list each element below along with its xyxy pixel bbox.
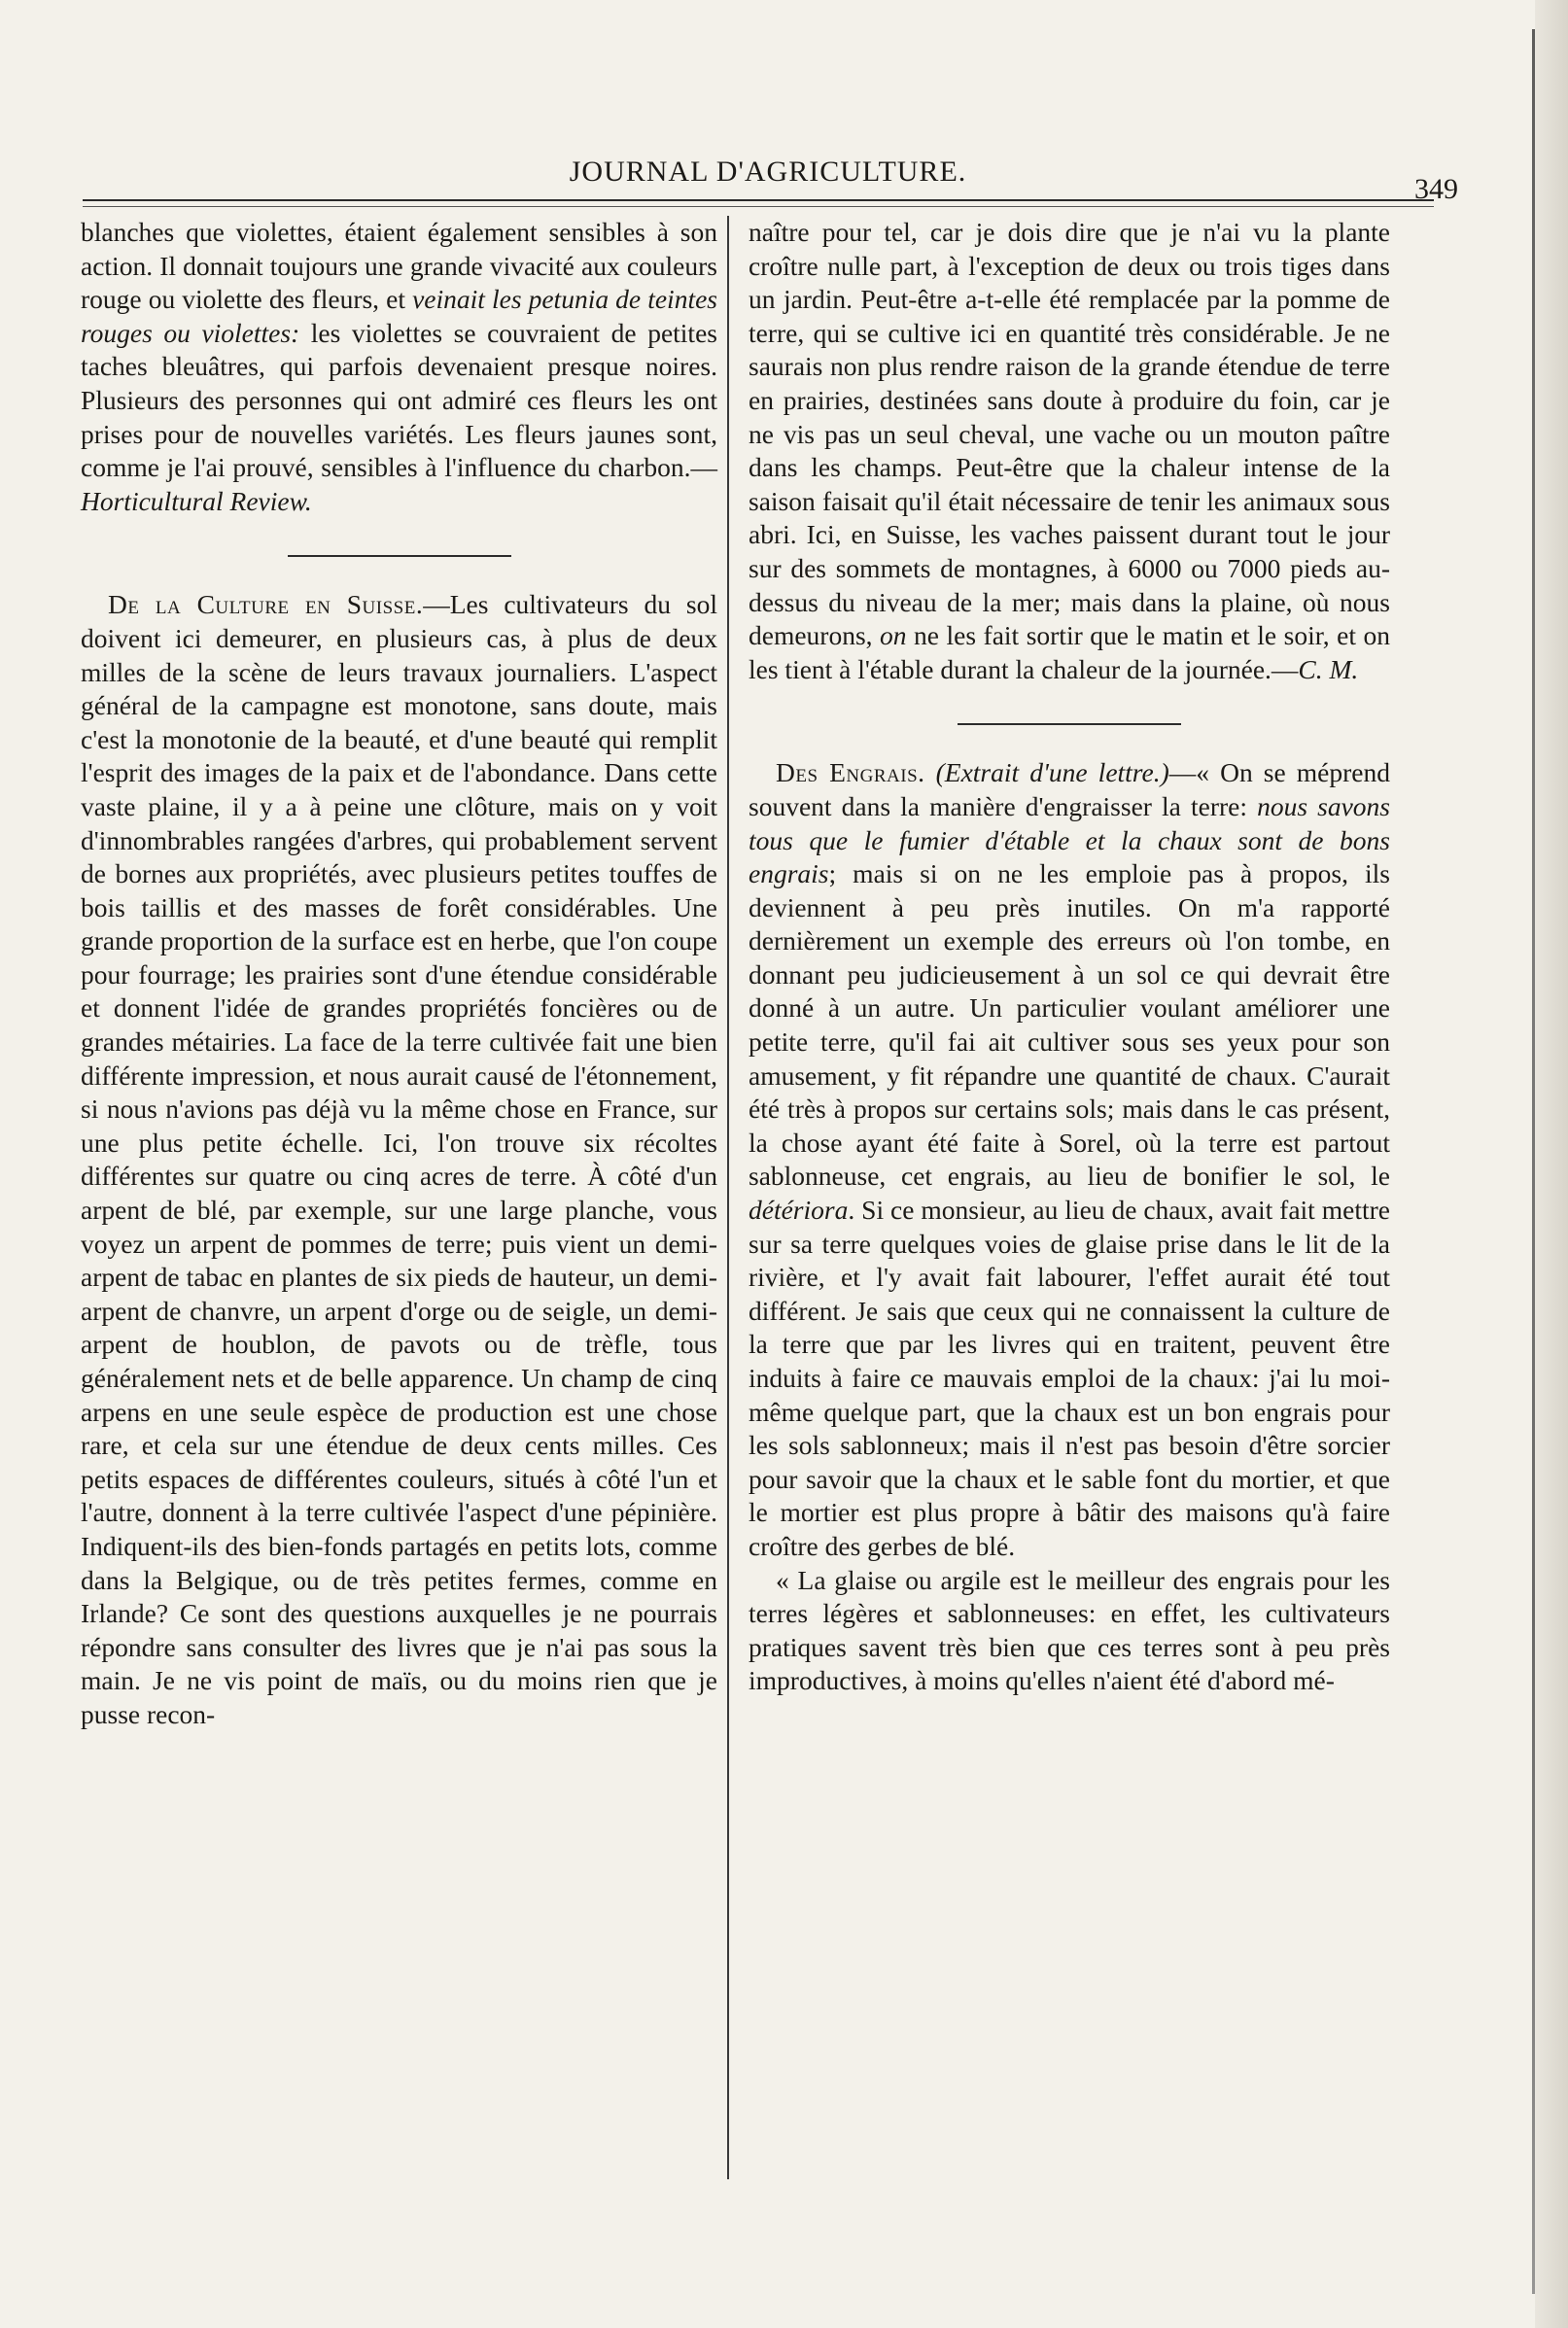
text-run: ; mais si on ne les emploie pas à propos, ils deviennent à peu près inutiles. On m'a rapporté dernièrement un exemple des erreurs où l'on tombe, en donnant peu judicieusement à un sol ce qui devrait être donné à un autre. Un particulier voulant améliorer une petite terre, qu'il fai ait cultiver sous ses yeux pour son amusement, y fit répandre une quantité de chaux. C'aurait été très à propos sur certains sols; mais dans le cas présent, la chose ayant été faite à Sorel, où la terre est partout sablonneuse, cet engrais, au lieu de bonifier le sol, le <box>749 858 1390 1192</box>
running-title: JOURNAL D'AGRICULTURE. <box>569 156 967 188</box>
text-run: naître pour tel, car je dois dire que je n'ai vu la plante croître nulle part, à l'exception de deux ou trois tiges dans un jardin. Peut-être a-t-elle été remplacée par la pomme de terre, qui se cultive ici en quantité très considérable. Je ne saurais non plus rendre raison de la grande étendue de terre en prairies, destinées sans doute à produire du foin, car je ne vis pas un seul cheval, une vache ou un mouton paître dans les champs. Peut-être que la chaleur intense de la saison faisait qu'il était nécessaire de tenir les animaux sous abri. Ici, en Suisse, les vaches paissent durant tout le jour sur des sommets de montagnes, à 6000 ou 7000 pieds au-dessus du niveau de la mer; mais dans la plaine, où nous demeurons, <box>749 217 1390 651</box>
article-culture-suisse-cont <box>749 216 1390 686</box>
article-engrais-p2: « La glaise ou argile est le meilleur des engrais pour les terres légères et sablonneuses: en effet, les cultivateurs pratiques savent très bien que ces terres sont à peu près improductives, à moins qu'elles n'aient été d'abord mé- <box>749 1564 1390 1696</box>
source-citation: Horticultural Review. <box>81 485 312 516</box>
italic-run: détériora <box>749 1195 849 1226</box>
left-column <box>81 216 717 1732</box>
text-run: ne les fait sortir que le matin et le soir, et on les tient à l'étable durant la chaleur de la journée.— <box>749 620 1390 684</box>
binding-edge-line <box>1532 29 1535 2294</box>
text-run: —Les cultivateurs du sol doivent ici demeurer, en plusieurs cas, à plus de deux milles de la scène de leurs travaux journaliers. L'aspect général de la campagne est monotone, sans doute, mais c'est la monotonie de la beauté, et d'une beauté qui remplit l'esprit des images de la paix et de l'abondance. Dans cette vaste plaine, il y a à peine une clôture, mais on y voit d'innombrables rangées d'arbres, qui probablement servent de bornes aux propriétés, avec plusieurs petites touffes de bois taillis et des masses de forêt considérables. Une grande proportion de la surface est en herbe, que l'on coupe pour fourrage; les prairies sont d'une étendue considérable et donnent l'idée de grandes propriétés foncières ou de grandes métairies. La face de la terre cultivée fait une bien différente impression, et nous aurait causé de l'étonnement, si nous n'avions pas déjà vu la même chose en France, sur une plus petite échelle. Ici, l'on trouve six récoltes différentes sur quatre ou cinq acres de terre. À côté d'un arpent de blé, par exemple, sur une large planche, vous voyez un arpent de pommes de terre; puis vient un demi-arpent de tabac en plantes de six pieds de hauteur, un demi-arpent de chanvre, un arpent d'orge ou de seigle, un demi-arpent de houblon, de pavots ou de trèfle, tous généralement nets et de belle apparence. Un champ de cinq arpens en une seule espèce de production est une chose rare, et cela sur une étendue de deux cents milles. Ces petits espaces de différentes couleurs, situés à côté l'un et l'autre, donnent à la terre cultivée l'aspect d'une pépinière. Indiquent-ils des bien-fonds partagés en petits lots, comme dans la Belgique, ou de très petites fermes, comme en Irlande? Ce sont des questions auxquelles je ne pourrais répondre sans consulter des livres que je n'ai pas sous la main. Je ne vis point de maïs, ou du moins rien que je pusse recon- <box>81 589 718 1729</box>
article-heading: Des Engrais. <box>776 757 925 788</box>
article-subheading: (Extrait d'une lettre.) <box>935 757 1169 788</box>
italic-run: veinait les petunia de teintes rouges ou violettes: <box>81 284 717 348</box>
header-rule-thin <box>83 206 1434 207</box>
author-initials: C. M. <box>1298 653 1359 684</box>
header-rule <box>83 199 1434 201</box>
italic-run: nous savons tous que le fumier d'étable et la chaux sont de bons engrais <box>749 790 1390 889</box>
text-run: les violettes se couvraient de petites taches bleuâtres, qui parfois devenaient presque noires. Plusieurs des personnes qui ont admiré ces fleurs les ont prises pour de nouvelles variétés. Les fleurs jaunes sont, comme je l'ai prouvé, sensibles à l'influence du charbon.— <box>81 317 717 483</box>
page-edge-shadow <box>1535 0 1568 2328</box>
italic-run: on <box>880 620 907 651</box>
section-separator <box>288 555 511 557</box>
article-engrais <box>749 756 1390 1563</box>
page-header <box>87 156 1458 205</box>
article-heading: De la Culture en Suisse. <box>108 589 424 620</box>
column-divider <box>727 216 729 2179</box>
page-number: 349 <box>1414 173 1458 205</box>
right-column <box>749 216 1390 1698</box>
text-run: blanches que violettes, étaient également sensibles à son action. Il donnait toujours une grande vivacité aux couleurs rouge ou violette des fleurs, et <box>81 217 717 315</box>
text-run: —« On se méprend souvent dans la manière d'engraisser la terre: <box>749 757 1390 821</box>
text-run: . Si ce monsieur, au lieu de chaux, avait fait mettre sur sa terre quelques voies de glaise prise dans le lit de la rivière, et l'y avait fait labourer, l'effet aurait été tout différent. Je sais que ceux qui ne connaissent la culture de la terre que par les livres qui en traitent, peuvent être induits à faire ce mauvais emploi de la chaux: j'ai lu moi-même quelque part, que la chaux est un bon engrais pour les sols sablonneux; mais il n'est pas besoin d'être sorcier pour savoir que la chaux et le sable font du mortier, et que le mortier est plus propre à bâtir des maisons qu'à faire croître des gerbes de blé. <box>749 1195 1390 1561</box>
article-culture-suisse <box>81 588 717 1731</box>
article-charbon-fleurs <box>81 216 717 518</box>
section-separator <box>958 723 1181 725</box>
